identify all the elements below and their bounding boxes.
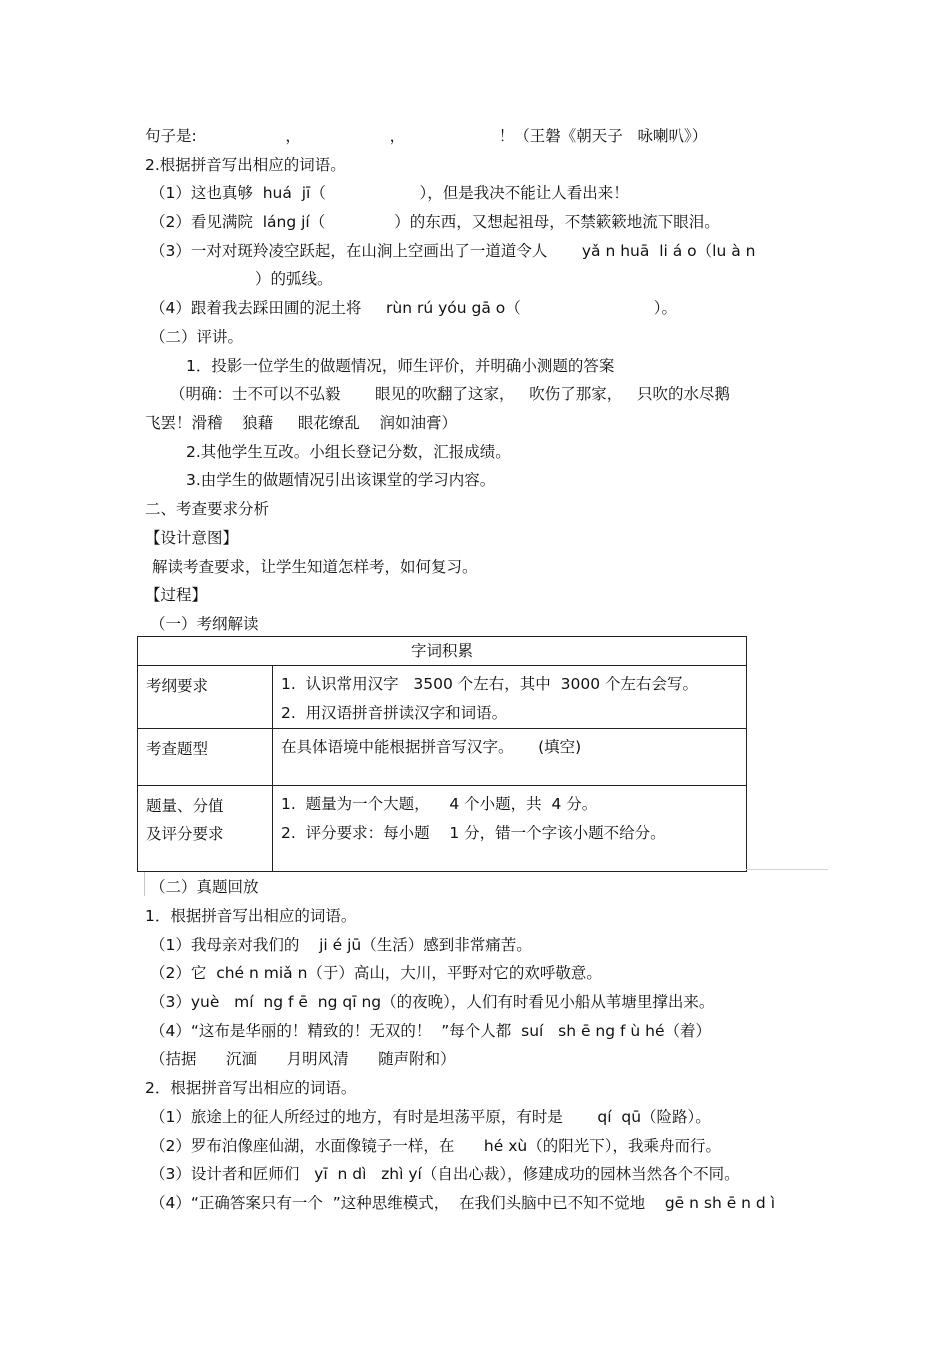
text-line: 飞罢！滑稽 狼藉 眼花缭乱 润如油膏） — [145, 414, 458, 432]
text-line: （明确：士不可以不弘毅 眼见的吹翻了这家， 吹伤了那家， 只吹的水尽鹅 — [170, 385, 731, 403]
text-line: 【设计意图】 — [145, 529, 239, 547]
text-line: 1．投影一位学生的做题情况，师生评价，并明确小测题的答案 — [186, 357, 615, 375]
text-line: （1）我母亲对我们的 ji é jū（生活）感到非常痛苦。 — [150, 936, 532, 954]
text-line: 二、考查要求分析 — [145, 500, 270, 518]
text-line: 3.由学生的做题情况引出该课堂的学习内容。 — [186, 471, 496, 489]
text-line: （3）yuè mí ng f ē ng qī ng（的夜晚），人们有时看见小船从苇塘里撑出来。 — [150, 993, 715, 1011]
table-row — [138, 666, 747, 729]
text-line: （1）旅途上的征人所经过的地方，有时是坦荡平原，有时是 qí qū（险路）。 — [150, 1108, 711, 1126]
table-row — [138, 786, 747, 872]
text-line: 2．根据拼音写出相应的词语。 — [145, 1079, 357, 1097]
row-label: 考查题型 — [138, 729, 273, 786]
row-label: 题量、分值 及评分要求 — [138, 786, 273, 872]
text-line: （4）跟着我去踩田圃的泥土将 rùn rú yóu gā o（ ）。 — [150, 299, 678, 317]
row-content: 1. 认识常用汉字 3500 个左右，其中 3000 个左右会写。 2. 用汉语拼音拼读汉字和词语。 — [273, 666, 747, 729]
text-line: ）的弧线。 — [255, 270, 333, 288]
text-line: （2）看见满院 láng jí（ ）的东西，又想起祖母，不禁簌簌地流下眼泪。 — [150, 213, 720, 231]
exam-outline-table — [137, 636, 747, 872]
text-line: 2.根据拼音写出相应的词语。 — [145, 156, 346, 174]
text-line: （一）考纲解读 — [150, 615, 259, 633]
text-line: （2）它 ché n miǎ n（于）高山，大川，平野对它的欢呼敬意。 — [150, 964, 602, 982]
margin-bar — [144, 872, 145, 896]
text-line: 1．根据拼音写出相应的词语。 — [145, 907, 357, 925]
text-line: （1）这也真够 huá jī（ ），但是我决不能让人看出来！ — [150, 184, 629, 202]
text-line: （2）罗布泊像座仙湖，水面像镜子一样，在 hé xù（的阳光下），我乘舟而行。 — [150, 1137, 721, 1155]
text-line: （4）“这布是华丽的！精致的！无双的！ ”每个人都 suí sh ē ng f ù hé（着） — [150, 1022, 711, 1040]
text-line: （4）“正确答案只有一个 ”这种思维模式， 在我们头脑中已不知不觉地 gē n sh ē n d ì — [150, 1194, 776, 1212]
text-line: （3）一对对斑羚凌空跃起，在山涧上空画出了一道道令人 yǎ n huā li á o（lu à n — [150, 242, 756, 260]
text-line: （3）设计者和匠师们 yī n dì zhì yí（自出心裁），修建成功的园林当然各个不同。 — [150, 1165, 740, 1183]
table-header-row — [138, 637, 747, 666]
text-line: 解读考查要求，让学生知道怎样考，如何复习。 — [152, 558, 478, 576]
text-line: 句子是: ， ， ！（王磐《朝天子 咏喇叭》） — [145, 127, 708, 145]
text-line: （拮据 沉湎 月明风清 随声附和） — [150, 1050, 456, 1068]
row-content: 在具体语境中能根据拼音写汉字。 (填空) — [273, 729, 747, 786]
table-row — [138, 729, 747, 786]
table-header: 字词积累 — [138, 637, 747, 666]
row-content: 1. 题量为一个大题， 4 个小题，共 4 分。 2. 评分要求：每小题 1 分，错一个字该小题不给分。 — [273, 786, 747, 872]
text-line: （二）真题回放 — [150, 878, 259, 896]
text-line: 2.其他学生互改。小组长登记分数，汇报成绩。 — [186, 443, 511, 461]
text-line: 【过程】 — [145, 586, 208, 604]
row-label: 考纲要求 — [138, 666, 273, 729]
text-line: （二）评讲。 — [150, 328, 244, 346]
scan-line-artifact — [746, 869, 828, 870]
